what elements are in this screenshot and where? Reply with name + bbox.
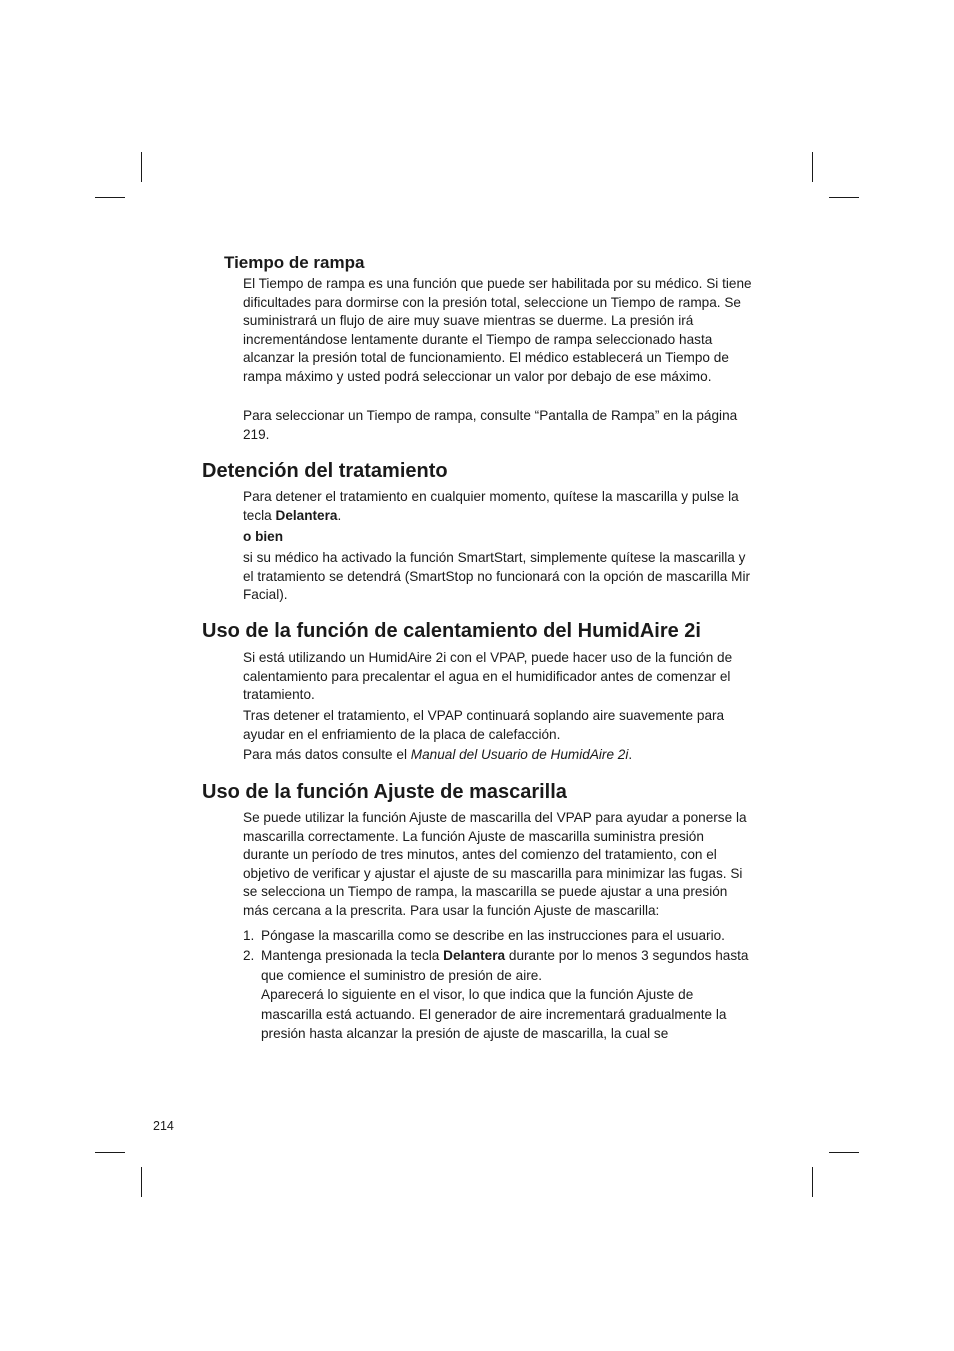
step-text: Aparecerá lo siguiente en el visor, lo que indica que la función Ajuste de mascarilla está actuando. El generador de aire incrementará gradualmente la presión hasta alcanzar la presión de ajuste de mascarilla, la cual se: [261, 987, 727, 1041]
humid-paragraph-2: Tras detener el tratamiento, el VPAP continuará soplando aire suavemente para ayudar en el enfriamiento de la placa de calefacción.: [243, 708, 725, 742]
step-text: Póngase la mascarilla como se describe en las instrucciones para el usuario.: [261, 928, 725, 943]
crop-mark-top-right-horizontal: [829, 197, 859, 198]
step-number: 2.: [243, 948, 255, 963]
stop-paragraph-2: si su médico ha activado la función SmartStart, simplemente quítese la mascarilla y el tratamiento se detendrá (SmartStop no funcionará con la opción de mascarilla Mir Facial).: [243, 550, 751, 603]
page-number: 214: [153, 1119, 174, 1133]
step-text: Mantenga presionada la tecla Delantera durante por lo menos 3 segundos hasta que comience el suministro de presión de aire.: [261, 948, 749, 983]
crop-mark-top-left-vertical: [141, 152, 142, 182]
section-title-humidaire: Uso de la función de calentamiento del HumidAire 2i: [202, 620, 701, 642]
stop-or-label: o bien: [243, 529, 284, 544]
section-title-stop: Detención del tratamiento: [202, 460, 448, 482]
delantera-key-label: Delantera: [275, 507, 338, 523]
crop-mark-bottom-left-horizontal: [95, 1152, 125, 1153]
crop-mark-top-left-horizontal: [95, 197, 125, 198]
manual-reference: Manual del Usuario de HumidAire 2i: [410, 747, 629, 762]
section-title-mask-fit: Uso de la función Ajuste de mascarilla: [202, 781, 567, 803]
stop-paragraph-1: Para detener el tratamiento en cualquier momento, quítese la mascarilla y pulse la tecla Delantera.: [243, 489, 739, 523]
crop-mark-bottom-right-vertical: [812, 1167, 813, 1197]
crop-mark-bottom-left-vertical: [141, 1167, 142, 1197]
delantera-key-label: Delantera: [443, 948, 506, 963]
crop-mark-top-right-vertical: [812, 152, 813, 182]
crop-mark-bottom-right-horizontal: [829, 1152, 859, 1153]
ramp-paragraph-2: Para seleccionar un Tiempo de rampa, consulte “Pantalla de Rampa” en la página 219.: [243, 408, 738, 442]
humid-paragraph-3: Para más datos consulte el Manual del Usuario de HumidAire 2i.: [243, 747, 633, 762]
step-number: 1.: [243, 928, 255, 943]
mask-paragraph-1: Se puede utilizar la función Ajuste de mascarilla del VPAP para ayudar a ponerse la mascarilla correctamente. La función Ajuste de mascarilla suministra presión durante un período de tres minutos, antes del comienzo del tratamiento, con el objetivo de verificar y ajustar el ajuste de su mascarilla para minimizar las fugas. Si se selecciona un Tiempo de rampa, la mascarilla se puede ajustar a una presión más cercana a la prescrita. Para usar la función Ajuste de mascarilla:: [243, 810, 747, 918]
section-title-ramp: Tiempo de rampa: [224, 253, 365, 272]
humid-paragraph-1: Si está utilizando un HumidAire 2i con el VPAP, puede hacer uso de la función de calentamiento para precalentar el agua en el humidificador antes de comenzar el tratamiento.: [243, 650, 733, 703]
ramp-paragraph-1: El Tiempo de rampa es una función que puede ser habilitada por su médico. Si tiene dificultades para dormirse con la presión total, seleccione un Tiempo de rampa. Se suministrará un flujo de aire muy suave mientras se duerme. La presión irá incrementándose lentamente durante el Tiempo de rampa seleccionado hasta alcanzar la presión total de funcionamiento. El médico establecerá un Tiempo de rampa máximo y usted podrá seleccionar un valor por debajo de ese máximo.: [243, 276, 752, 384]
